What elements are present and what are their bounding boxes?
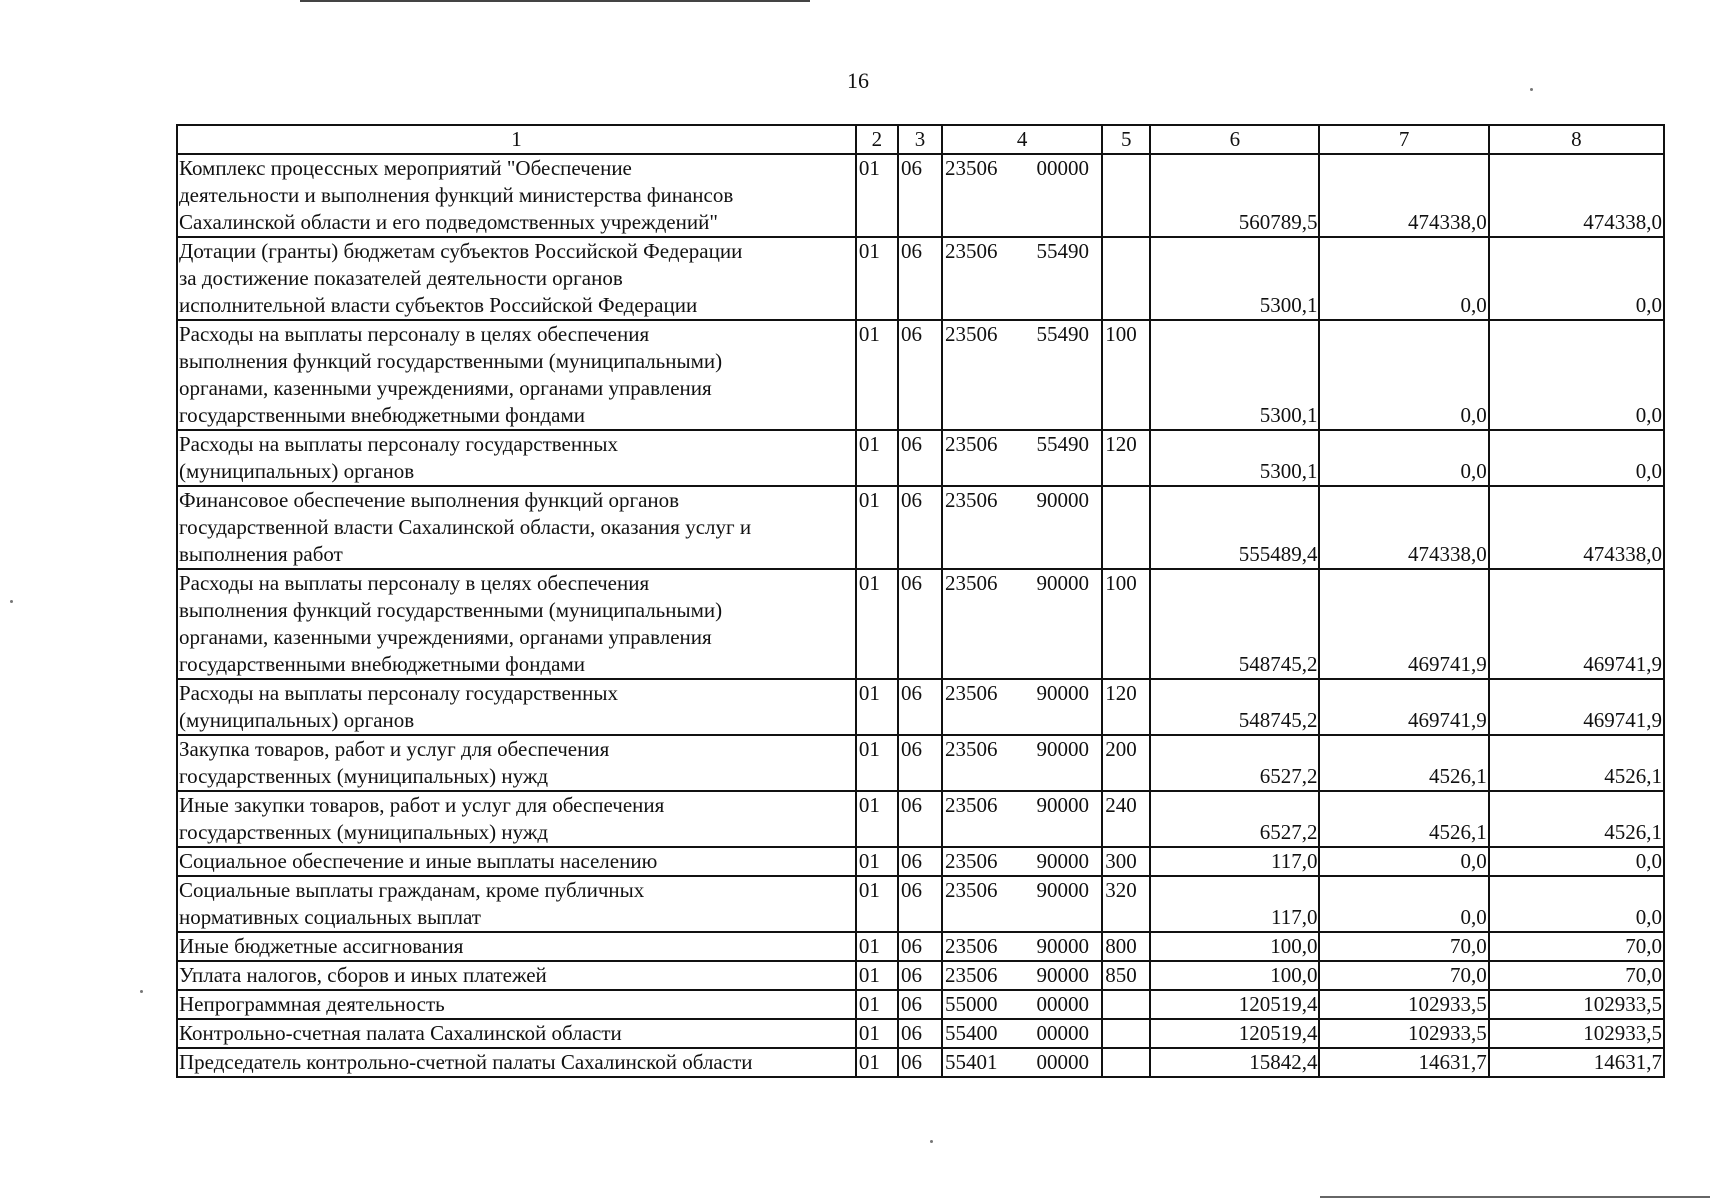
row-name-line: Уплата налогов, сборов и иных платежей <box>179 963 547 987</box>
amount-col-7: 474338,0 <box>1319 154 1488 237</box>
row-name-line: нормативных социальных выплат <box>179 905 481 929</box>
row-name-line: Сахалинской области и его подведомственных учреждений" <box>179 210 718 234</box>
amount-col-7: 469741,9 <box>1319 569 1488 679</box>
table-row <box>177 735 1664 791</box>
target-article-program: 55401 <box>945 1050 998 1074</box>
amount-col-7: 102933,5 <box>1319 990 1488 1019</box>
row-name <box>177 932 856 961</box>
row-name-line: Контрольно-счетная палата Сахалинской области <box>179 1021 622 1045</box>
header-cell: 7 <box>1319 125 1488 154</box>
row-name-line: за достижение показателей деятельности органов <box>179 266 623 290</box>
row-name-line: Расходы на выплаты персоналу государственных <box>179 432 618 456</box>
amount-col-8: 0,0 <box>1489 876 1664 932</box>
section-code: 01 <box>856 791 898 847</box>
expense-type-code: 120 <box>1102 430 1150 486</box>
table-row <box>177 569 1664 679</box>
amount-col-6: 5300,1 <box>1150 237 1319 320</box>
table-row <box>177 486 1664 569</box>
subsection-code: 06 <box>898 735 942 791</box>
target-article-program: 23506 <box>945 488 998 512</box>
section-code: 01 <box>856 735 898 791</box>
amount-col-6: 120519,4 <box>1150 990 1319 1019</box>
amount-col-6: 548745,2 <box>1150 569 1319 679</box>
row-name-line: исполнительной власти субъектов Российской Федерации <box>179 293 698 317</box>
scan-speck <box>140 990 143 993</box>
amount-col-6: 555489,4 <box>1150 486 1319 569</box>
target-article-code <box>942 237 1102 320</box>
row-name-line: Закупка товаров, работ и услуг для обеспечения <box>179 737 610 761</box>
section-code: 01 <box>856 932 898 961</box>
row-name-line: Иные бюджетные ассигнования <box>179 934 464 958</box>
target-article-code <box>942 430 1102 486</box>
target-article-code <box>942 569 1102 679</box>
amount-col-7: 0,0 <box>1319 847 1488 876</box>
header-cell: 4 <box>942 125 1102 154</box>
row-name-line: (муниципальных) органов <box>179 708 415 732</box>
target-article-program: 23506 <box>945 432 998 456</box>
row-name <box>177 876 856 932</box>
target-article-direction: 90000 <box>1036 488 1089 512</box>
section-code: 01 <box>856 237 898 320</box>
target-article-direction: 00000 <box>1036 1021 1089 1045</box>
top-scan-rule <box>300 0 810 2</box>
target-article-code <box>942 961 1102 990</box>
header-cell: 1 <box>177 125 856 154</box>
target-article-direction: 55490 <box>1036 322 1089 346</box>
amount-col-8: 4526,1 <box>1489 735 1664 791</box>
amount-col-7: 4526,1 <box>1319 791 1488 847</box>
table-row <box>177 1048 1664 1077</box>
subsection-code: 06 <box>898 154 942 237</box>
table-row <box>177 932 1664 961</box>
amount-col-7: 4526,1 <box>1319 735 1488 791</box>
target-article-program: 23506 <box>945 681 998 705</box>
amount-col-6: 15842,4 <box>1150 1048 1319 1077</box>
subsection-code: 06 <box>898 569 942 679</box>
header-cell: 2 <box>856 125 898 154</box>
target-article-code <box>942 486 1102 569</box>
row-name-line: Финансовое обеспечение выполнения функций органов <box>179 488 680 512</box>
subsection-code: 06 <box>898 932 942 961</box>
target-article-code <box>942 1048 1102 1077</box>
amount-col-6: 5300,1 <box>1150 430 1319 486</box>
table-header-row <box>177 125 1664 154</box>
table-row <box>177 847 1664 876</box>
target-article-direction: 90000 <box>1036 681 1089 705</box>
amount-col-6: 548745,2 <box>1150 679 1319 735</box>
expense-type-code: 300 <box>1102 847 1150 876</box>
row-name-line: Социальные выплаты гражданам, кроме публичных <box>179 878 645 902</box>
section-code: 01 <box>856 486 898 569</box>
amount-col-6: 100,0 <box>1150 961 1319 990</box>
row-name <box>177 569 856 679</box>
budget-table <box>176 124 1665 1078</box>
section-code: 01 <box>856 430 898 486</box>
subsection-code: 06 <box>898 320 942 430</box>
amount-col-8: 474338,0 <box>1489 486 1664 569</box>
amount-col-8: 474338,0 <box>1489 154 1664 237</box>
amount-col-8: 0,0 <box>1489 320 1664 430</box>
target-article-program: 23506 <box>945 322 998 346</box>
row-name-line: Расходы на выплаты персоналу государственных <box>179 681 618 705</box>
target-article-program: 23506 <box>945 878 998 902</box>
section-code: 01 <box>856 847 898 876</box>
row-name-line: Социальное обеспечение и иные выплаты населению <box>179 849 658 873</box>
subsection-code: 06 <box>898 679 942 735</box>
expense-type-code <box>1102 1019 1150 1048</box>
expense-type-code <box>1102 237 1150 320</box>
row-name-line: выполнения работ <box>179 542 343 566</box>
target-article-program: 23506 <box>945 934 998 958</box>
row-name-line: деятельности и выполнения функций министерства финансов <box>179 183 734 207</box>
amount-col-7: 70,0 <box>1319 932 1488 961</box>
row-name-line: Расходы на выплаты персоналу в целях обеспечения <box>179 322 650 346</box>
section-code: 01 <box>856 569 898 679</box>
amount-col-8: 0,0 <box>1489 847 1664 876</box>
row-name <box>177 961 856 990</box>
amount-col-8: 469741,9 <box>1489 569 1664 679</box>
table-row <box>177 320 1664 430</box>
expense-type-code: 320 <box>1102 876 1150 932</box>
row-name-line: государственных (муниципальных) нужд <box>179 764 549 788</box>
scan-speck <box>1530 88 1533 91</box>
amount-col-8: 70,0 <box>1489 932 1664 961</box>
target-article-direction: 90000 <box>1036 934 1089 958</box>
row-name <box>177 154 856 237</box>
section-code: 01 <box>856 961 898 990</box>
amount-col-8: 4526,1 <box>1489 791 1664 847</box>
amount-col-8: 469741,9 <box>1489 679 1664 735</box>
expense-type-code <box>1102 990 1150 1019</box>
subsection-code: 06 <box>898 876 942 932</box>
target-article-code <box>942 847 1102 876</box>
target-article-direction: 90000 <box>1036 849 1089 873</box>
target-article-code <box>942 154 1102 237</box>
amount-col-7: 0,0 <box>1319 237 1488 320</box>
target-article-code <box>942 876 1102 932</box>
target-article-program: 55000 <box>945 992 998 1016</box>
amount-col-6: 117,0 <box>1150 847 1319 876</box>
expense-type-code <box>1102 154 1150 237</box>
amount-col-8: 0,0 <box>1489 237 1664 320</box>
row-name <box>177 1019 856 1048</box>
subsection-code: 06 <box>898 237 942 320</box>
target-article-direction: 90000 <box>1036 571 1089 595</box>
amount-col-6: 120519,4 <box>1150 1019 1319 1048</box>
subsection-code: 06 <box>898 430 942 486</box>
expense-type-code: 240 <box>1102 791 1150 847</box>
amount-col-8: 0,0 <box>1489 430 1664 486</box>
row-name <box>177 1048 856 1077</box>
target-article-direction: 00000 <box>1036 1050 1089 1074</box>
target-article-program: 23506 <box>945 963 998 987</box>
amount-col-7: 474338,0 <box>1319 486 1488 569</box>
target-article-program: 23506 <box>945 793 998 817</box>
target-article-program: 23506 <box>945 571 998 595</box>
amount-col-6: 560789,5 <box>1150 154 1319 237</box>
section-code: 01 <box>856 320 898 430</box>
row-name <box>177 430 856 486</box>
amount-col-6: 117,0 <box>1150 876 1319 932</box>
header-cell: 8 <box>1489 125 1664 154</box>
target-article-code <box>942 791 1102 847</box>
table-row <box>177 237 1664 320</box>
target-article-direction: 00000 <box>1036 156 1089 180</box>
amount-col-8: 102933,5 <box>1489 1019 1664 1048</box>
table-row <box>177 990 1664 1019</box>
target-article-direction: 00000 <box>1036 992 1089 1016</box>
row-name-line: выполнения функций государственными (муниципальными) <box>179 598 723 622</box>
target-article-program: 23506 <box>945 737 998 761</box>
amount-col-7: 70,0 <box>1319 961 1488 990</box>
target-article-program: 23506 <box>945 156 998 180</box>
row-name-line: Комплекс процессных мероприятий "Обеспечение <box>179 156 632 180</box>
row-name-line: Иные закупки товаров, работ и услуг для обеспечения <box>179 793 665 817</box>
expense-type-code: 200 <box>1102 735 1150 791</box>
table-row <box>177 961 1664 990</box>
row-name-line: Дотации (гранты) бюджетам субъектов Российской Федерации <box>179 239 743 263</box>
row-name <box>177 320 856 430</box>
scan-speck <box>930 1140 933 1143</box>
page-number: 16 <box>847 68 869 93</box>
row-name-line: государственной власти Сахалинской области, оказания услуг и <box>179 515 752 539</box>
scan-speck <box>10 600 13 603</box>
row-name-line: Председатель контрольно-счетной палаты Сахалинской области <box>179 1050 753 1074</box>
table-row <box>177 679 1664 735</box>
expense-type-code <box>1102 486 1150 569</box>
amount-col-7: 14631,7 <box>1319 1048 1488 1077</box>
target-article-direction: 90000 <box>1036 878 1089 902</box>
expense-type-code: 100 <box>1102 569 1150 679</box>
table-row <box>177 876 1664 932</box>
amount-col-7: 0,0 <box>1319 430 1488 486</box>
header-cell: 3 <box>898 125 942 154</box>
subsection-code: 06 <box>898 791 942 847</box>
row-name-line: государственными внебюджетными фондами <box>179 652 586 676</box>
amount-col-8: 14631,7 <box>1489 1048 1664 1077</box>
row-name-line: государственных (муниципальных) нужд <box>179 820 549 844</box>
expense-type-code: 120 <box>1102 679 1150 735</box>
amount-col-7: 102933,5 <box>1319 1019 1488 1048</box>
row-name <box>177 735 856 791</box>
row-name <box>177 237 856 320</box>
target-article-code <box>942 932 1102 961</box>
section-code: 01 <box>856 679 898 735</box>
row-name-line: (муниципальных) органов <box>179 459 415 483</box>
row-name-line: Непрограммная деятельность <box>179 992 445 1016</box>
row-name <box>177 486 856 569</box>
amount-col-6: 5300,1 <box>1150 320 1319 430</box>
subsection-code: 06 <box>898 990 942 1019</box>
subsection-code: 06 <box>898 1048 942 1077</box>
section-code: 01 <box>856 1019 898 1048</box>
amount-col-6: 6527,2 <box>1150 791 1319 847</box>
amount-col-6: 100,0 <box>1150 932 1319 961</box>
section-code: 01 <box>856 990 898 1019</box>
target-article-direction: 90000 <box>1036 793 1089 817</box>
row-name-line: выполнения функций государственными (муниципальными) <box>179 349 723 373</box>
target-article-code <box>942 735 1102 791</box>
target-article-code <box>942 990 1102 1019</box>
target-article-direction: 55490 <box>1036 239 1089 263</box>
target-article-code <box>942 320 1102 430</box>
amount-col-7: 0,0 <box>1319 876 1488 932</box>
header-cell: 5 <box>1102 125 1150 154</box>
target-article-program: 23506 <box>945 239 998 263</box>
target-article-direction: 90000 <box>1036 963 1089 987</box>
amount-col-8: 102933,5 <box>1489 990 1664 1019</box>
table-row <box>177 791 1664 847</box>
table-row <box>177 1019 1664 1048</box>
table-row <box>177 430 1664 486</box>
target-article-direction: 90000 <box>1036 737 1089 761</box>
row-name-line: органами, казенными учреждениями, органами управления <box>179 376 712 400</box>
row-name-line: государственными внебюджетными фондами <box>179 403 586 427</box>
row-name <box>177 791 856 847</box>
row-name <box>177 990 856 1019</box>
subsection-code: 06 <box>898 847 942 876</box>
table-row <box>177 154 1664 237</box>
amount-col-7: 469741,9 <box>1319 679 1488 735</box>
section-code: 01 <box>856 154 898 237</box>
target-article-code <box>942 1019 1102 1048</box>
expense-type-code: 800 <box>1102 932 1150 961</box>
row-name-line: Расходы на выплаты персоналу в целях обеспечения <box>179 571 650 595</box>
row-name-line: органами, казенными учреждениями, органами управления <box>179 625 712 649</box>
target-article-direction: 55490 <box>1036 432 1089 456</box>
subsection-code: 06 <box>898 961 942 990</box>
expense-type-code: 850 <box>1102 961 1150 990</box>
row-name <box>177 847 856 876</box>
section-code: 01 <box>856 1048 898 1077</box>
subsection-code: 06 <box>898 486 942 569</box>
amount-col-6: 6527,2 <box>1150 735 1319 791</box>
target-article-program: 55400 <box>945 1021 998 1045</box>
bottom-scan-rule <box>1320 1196 1710 1198</box>
amount-col-8: 70,0 <box>1489 961 1664 990</box>
target-article-program: 23506 <box>945 849 998 873</box>
expense-type-code <box>1102 1048 1150 1077</box>
subsection-code: 06 <box>898 1019 942 1048</box>
row-name <box>177 679 856 735</box>
expense-type-code: 100 <box>1102 320 1150 430</box>
amount-col-7: 0,0 <box>1319 320 1488 430</box>
section-code: 01 <box>856 876 898 932</box>
target-article-code <box>942 679 1102 735</box>
header-cell: 6 <box>1150 125 1319 154</box>
